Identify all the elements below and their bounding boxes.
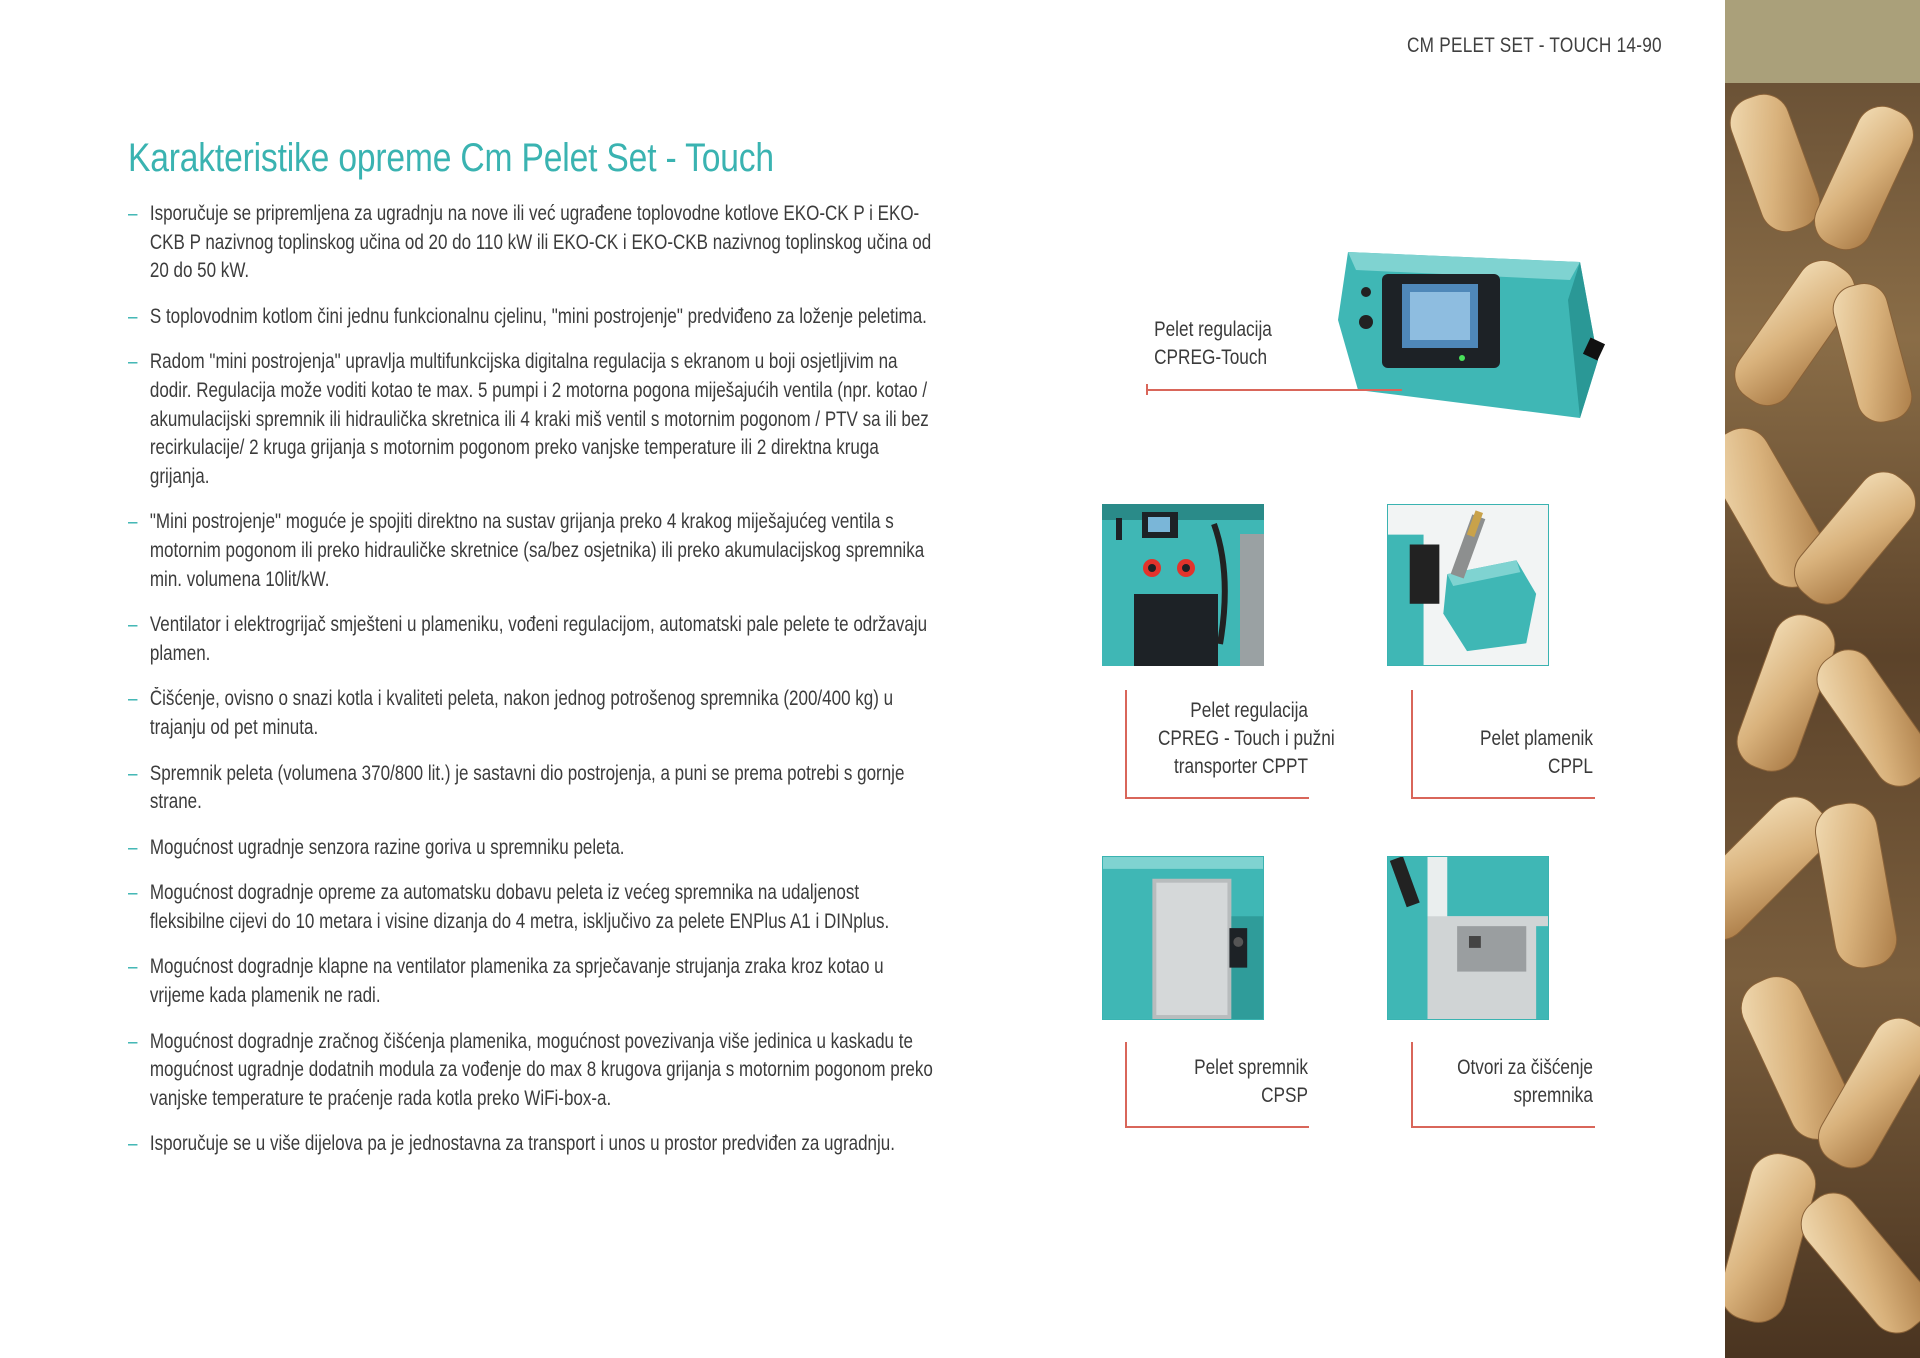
caption-burner: Pelet plamenik CPPL [1480,727,1593,778]
caption-bracket-vertical [1125,690,1127,798]
bullet-dash: – [128,955,138,979]
feature-list [128,200,1168,1176]
list-item: – Čišćenje, ovisno o snazi kotla i kvaliteti peleta, nakon jednog potrošenog spremnika (200/400 kg) u trajanju od pet minuta. [128,687,894,739]
list-item: – Radom "mini postrojenja" upravlja multifunkcijska digitalna regulacija s ekranom u boji osjetljivim na dodir. Regulacija može voditi kotao te max. 5 pumpi i 2 motorna pogona miješajućih ventila (npr. kotao / akumulacijski spremnik ili hidraulička skretnica ili 4 kraki miš ventil s motornim pogonom / PTV sa ili bez recirkulacije/ 2 kruga grijanja s motornim pogonom preko vanjske temperature ili 2 direktna kruga grijanja. [128,350,929,488]
bullet-dash: – [128,350,138,374]
regulation-controller-photo [1330,240,1610,425]
bullet-dash: – [128,835,138,859]
caption-regulation-auger: Pelet regulacija CPREG - Touch i pužni transporter CPPT [1157,699,1335,778]
caption-line [1146,389,1402,391]
caption-bracket-horizontal [1411,797,1595,799]
caption-bracket-horizontal [1125,1126,1309,1128]
bullet-dash: – [128,687,138,711]
caption-bracket-vertical [1411,690,1413,798]
wood-pellets-photo [1725,83,1920,1358]
list-item: – Mogućnost ugradnje senzora razine goriva u spremniku peleta. [128,834,938,863]
list-item: – Spremnik peleta (volumena 370/800 lit.) je sastavni dio postrojenja, a puni se prema potrebi s gornje strane. [128,761,905,814]
caption-line-tick [1146,384,1148,395]
pellet-tank-photo [1102,856,1264,1020]
bullet-dash: – [128,1132,138,1156]
caption-bracket-vertical [1125,1042,1127,1127]
boiler-regulation-photo [1102,504,1264,666]
bullet-dash: – [128,761,138,785]
list-item: – "Mini postrojenje" moguće je spojiti direktno na sustav grijanja preko 4 krakog miješajućeg ventila s motornim pogonom ili preko hidrauličke skretnice (sa/bez osjetnika) ili preko akumulacijskog spremnika min. volumena 10lit/kW. [128,510,925,591]
list-item: – Isporučuje se u više dijelova pa je jednostavna za transport i unos u prostor predviđen za ugradnju. [128,1130,938,1159]
bullet-dash: – [128,881,138,905]
bullet-dash: – [128,202,138,225]
caption-bracket-vertical [1411,1042,1413,1127]
caption-regulation: Pelet regulacija CPREG-Touch [1154,318,1272,369]
bullet-dash: – [128,304,138,328]
list-item: – Mogućnost dogradnje zračnog čišćenja plamenika, mogućnost povezivanja više jedinica u kaskadu te mogućnost ugradnje dodatnih modula za vođenje do max 8 krugova grijanja s motornim pogonom preko vanjske temperature te praćenje rada kotla preko WiFi-box-a. [128,1029,933,1110]
bullet-dash: – [128,613,138,637]
caption-tank: Pelet spremnik CPSP [1194,1056,1308,1107]
list-item: – Mogućnost dogradnje klapne na ventilator plamenika za sprječavanje strujanja zraka kroz kotao u vrijeme kada plamenik ne radi. [128,955,884,1008]
header-product-code: CM PELET SET - TOUCH 14-90 [1407,34,1662,57]
list-item: – S toplovodnim kotlom čini jednu funkcionalnu cjelinu, "mini postrojenje" predviđeno za loženje peletima. [128,303,938,332]
caption-bracket-horizontal [1411,1126,1595,1128]
burner-photo [1387,504,1549,666]
bullet-dash: – [128,1029,138,1053]
list-item: – Isporučuje se pripremljena za ugradnju na nove ili već ugrađene toplovodne kotlove EKO-CK P i EKO-CKB P nazivnog toplinskog učina od 20 do 110 kW ili EKO-CK i EKO-CKB nazivnog toplinskog učina od 20 do 50 kW. [128,202,932,283]
list-item: – Mogućnost dogradnje opreme za automatsku dobavu peleta iz većeg spremnika na udaljenost fleksibilne cijevi do 10 metara i visine dizanja do 4 metra, isključivo za pelete ENPlus A1 i DINplus. [128,881,890,933]
bullet-dash: – [128,510,138,534]
list-item: – Ventilator i elektrogrijač smješteni u plameniku, vođeni regulacijom, automatski pale pelete te održavaju plamen. [128,613,928,665]
header-gold-bar [1725,0,1920,83]
caption-bracket-horizontal [1125,797,1309,799]
caption-cleaning: Otvori za čišćenje spremnika [1457,1056,1593,1107]
cleaning-openings-photo [1387,856,1549,1020]
page-title: Karakteristike opreme Cm Pelet Set - Touch [128,136,774,180]
